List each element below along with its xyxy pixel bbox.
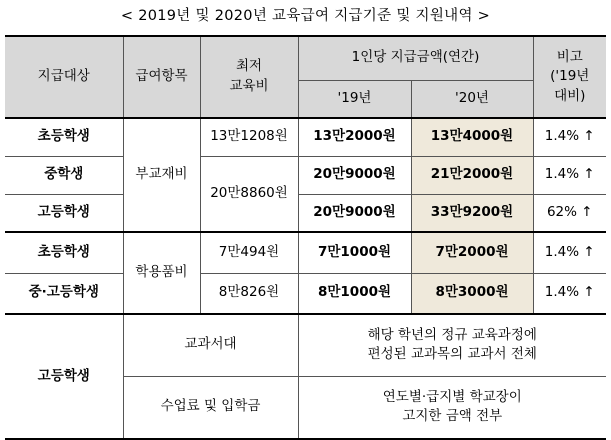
header-note-line2: ('19년	[550, 68, 590, 85]
high-school-target: 고등학생	[5, 314, 123, 439]
row-change: 1.4% ↑	[533, 232, 606, 273]
item-supplies: 부교재비	[123, 118, 200, 232]
row-amount-2020: 8만3000원	[411, 273, 533, 314]
row-amount-2019: 13만2000원	[298, 118, 411, 156]
row-min-cost: 20만8860원	[200, 156, 298, 232]
header-per-person: 1인당 지급금액(연간)	[298, 36, 533, 80]
row-change: 62% ↑	[533, 194, 606, 232]
row-min-cost: 8만826원	[200, 273, 298, 314]
header-note-line1: 비고	[556, 48, 583, 65]
table-row	[5, 314, 606, 376]
header-row-1	[5, 36, 606, 80]
row-min-cost: 13만1208원	[200, 118, 298, 156]
row-target: 초등학생	[5, 232, 123, 273]
textbook-description-line2: 편성된 교과목의 교과서 전체	[367, 346, 537, 363]
row-target: 고등학생	[5, 194, 123, 232]
tuition-description	[298, 376, 606, 439]
header-min-cost-line1: 최저	[235, 58, 263, 75]
row-target: 중학생	[5, 156, 123, 194]
item-equipment: 학용품비	[123, 232, 200, 314]
table-row	[5, 194, 606, 232]
header-note-line3: 대비)	[554, 87, 586, 104]
row-change: 1.4% ↑	[533, 156, 606, 194]
tuition-description-line1: 연도별·급지별 학교장이	[382, 388, 522, 405]
header-item: 급여항목	[123, 36, 200, 118]
row-change: 1.4% ↑	[533, 118, 606, 156]
row-change: 1.4% ↑	[533, 273, 606, 314]
header-min-cost-line2: 교육비	[229, 78, 269, 94]
row-amount-2019: 20만9000원	[298, 156, 411, 194]
table-row	[5, 273, 606, 314]
item-textbook: 교과서대	[123, 314, 298, 376]
textbook-description-line1: 해당 학년의 정규 교육과정에	[367, 326, 537, 343]
table-row	[5, 118, 606, 156]
item-tuition: 수업료 및 입학금	[123, 376, 298, 439]
tuition-description-line2: 고지한 금액 전부	[402, 408, 503, 425]
row-amount-2020: 7만2000원	[411, 232, 533, 273]
table-title: < 2019년 및 2020년 교육급여 지급기준 및 지원내역 >	[120, 8, 491, 24]
row-target: 초등학생	[5, 118, 123, 156]
row-amount-2019: 8만1000원	[298, 273, 411, 314]
header-min-cost	[200, 36, 298, 118]
row-min-cost: 7만494원	[200, 232, 298, 273]
header-year-2020: '20년	[411, 80, 533, 118]
textbook-description	[298, 314, 606, 376]
table-row	[5, 232, 606, 273]
row-target: 중·고등학생	[5, 273, 123, 314]
row-amount-2020: 21만2000원	[411, 156, 533, 194]
education-benefit-table	[5, 35, 606, 440]
row-amount-2019: 7만1000원	[298, 232, 411, 273]
table-row	[5, 156, 606, 194]
header-year-2019: '19년	[298, 80, 411, 118]
header-target: 지급대상	[5, 36, 123, 118]
header-note	[533, 36, 606, 118]
row-amount-2020: 33만9200원	[411, 194, 533, 232]
row-amount-2019: 20만9000원	[298, 194, 411, 232]
row-amount-2020: 13만4000원	[411, 118, 533, 156]
